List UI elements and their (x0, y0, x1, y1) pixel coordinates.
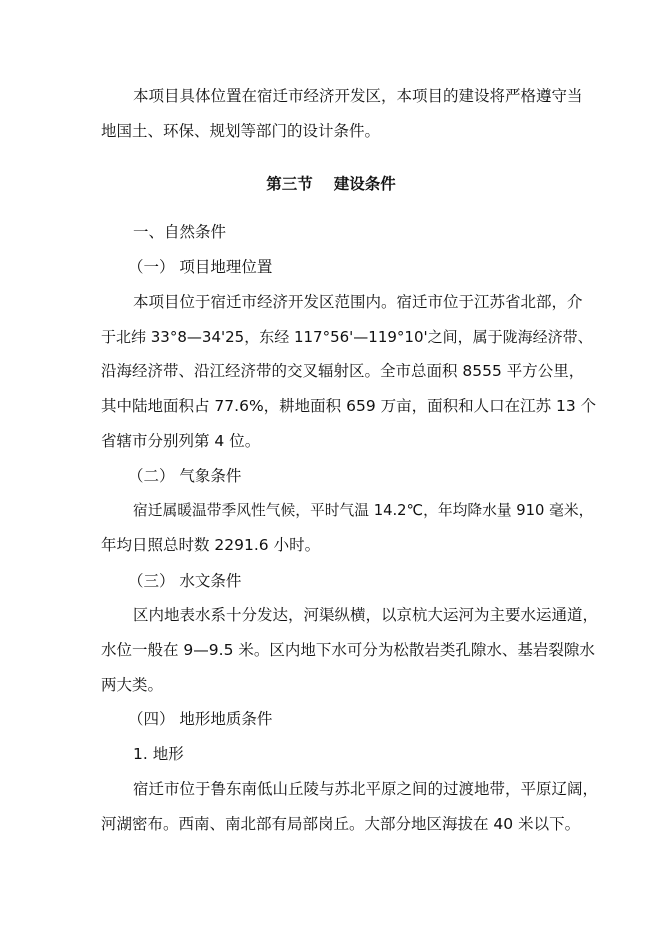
hydro-text-line-2: 水位一般在 9—9.5 米。区内地下水可分为松散岩类孔隙水、基岩裂隙水 (101, 641, 595, 659)
terrain-heading: 1. 地形 (133, 745, 184, 763)
hydro-heading: （三） 水文条件 (128, 572, 242, 590)
hydro-text-line-1: 区内地表水系十分发达，河渠纵横，以京杭大运河为主要水运通道， (133, 606, 599, 624)
geo-text-line-4: 其中陆地面积占 77.6%，耕地面积 659 万亩，面积和人口在江苏 13 个 (101, 397, 597, 415)
geo-text-line-2: 于北纬 33°8—34'25，东经 117°56'—119°10'之间，属于陇海经济带、 (101, 328, 593, 346)
natural-conditions-heading: 一、自然条件 (133, 223, 227, 241)
terrain-text-line-1: 宿迁市位于鲁东南低山丘陵与苏北平原之间的过渡地带，平原辽阔， (133, 780, 599, 798)
climate-text-line-2: 年均日照总时数 2291.6 小时。 (101, 536, 321, 554)
geo-text-line-1: 本项目位于宿迁市经济开发区范围内。宿迁市位于江苏省北部，介 (133, 293, 583, 311)
geology-heading: （四） 地形地质条件 (128, 710, 273, 728)
location-line-2: 地国土、环保、规划等部门的设计条件。 (101, 122, 381, 140)
geo-heading: （一） 项目地理位置 (128, 258, 273, 276)
section-title: 第三节 建设条件 (266, 175, 396, 193)
terrain-text-line-2: 河湖密布。西南、南北部有局部岗丘。大部分地区海拔在 40 米以下。 (101, 815, 581, 833)
hydro-text-line-3: 两大类。 (101, 676, 164, 694)
climate-heading: （二） 气象条件 (128, 467, 242, 485)
location-line-1: 本项目具体位置在宿迁市经济开发区，本项目的建设将严格遵守当 (133, 87, 583, 105)
geo-text-line-5: 省辖市分别列第 4 位。 (101, 432, 261, 450)
geo-text-line-3: 沿海经济带、沿江经济带的交叉辐射区。全市总面积 8555 平方公里， (101, 362, 585, 380)
climate-text-line-1: 宿迁属暖温带季风性气候，平时气温 14.2℃，年均降水量 910 毫米， (133, 502, 594, 519)
